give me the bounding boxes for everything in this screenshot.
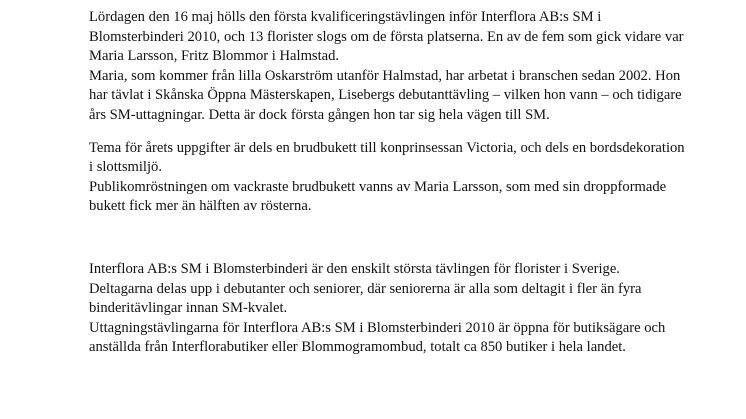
section-theme <box>89 139 689 217</box>
document-body <box>89 8 689 358</box>
paragraph-largest-competition: Interflora AB:s SM i Blomsterbinderi är den enskilt största tävlingen för florister i Sverige. <box>89 260 620 277</box>
paragraph-eligibility: Uttagningstävlingarna för Interflora AB:s SM i Blomsterbinderi 2010 är öppna för butiksägare och anställda från Interflorabutiker eller Blommogramombud, totalt ca 850 butiker i hela landet. <box>89 319 666 356</box>
paragraph-theme: Tema för årets uppgifter är dels en brudbukett till konprinsessan Victoria, och dels en bordsdekoration i slottsmiljö. <box>89 139 685 176</box>
paragraph-qualification: Lördagen den 16 maj hölls den första kvalificeringstävlingen inför Interflora AB:s SM i Blomsterbinderi 2010, och 13 florister slogs om de första platserna. En av de fem som gick vidare var Maria Larsson, Fritz Blommor i Halmstad. <box>89 9 684 65</box>
paragraph-public-vote: Publikomröstningen om vackraste brudbukett vanns av Maria Larsson, som med sin droppformade bukett fick mer än hälften av rösterna. <box>89 178 667 215</box>
paragraph-maria-background: Maria, som kommer från lilla Oskarström utanför Halmstad, har arbetat i branschen sedan 2002. Hon har tävlat i Skånska Öppna Mästerskapen, Lisebergs debutanttävling – vilken hon vann – och tidigare års SM-uttagningar. Detta är dock första gången hon tar sig hela vägen till SM. <box>89 67 682 123</box>
section-about-competition <box>89 260 689 358</box>
section-spacer <box>89 217 689 260</box>
paragraph-spacer <box>89 126 689 139</box>
section-competition-result <box>89 8 689 126</box>
paragraph-participants: Deltagarna delas upp i debutanter och seniorer, där seniorerna är alla som deltagit i fler än fyra binderitävlingar innan SM-kvalet. <box>89 280 642 317</box>
